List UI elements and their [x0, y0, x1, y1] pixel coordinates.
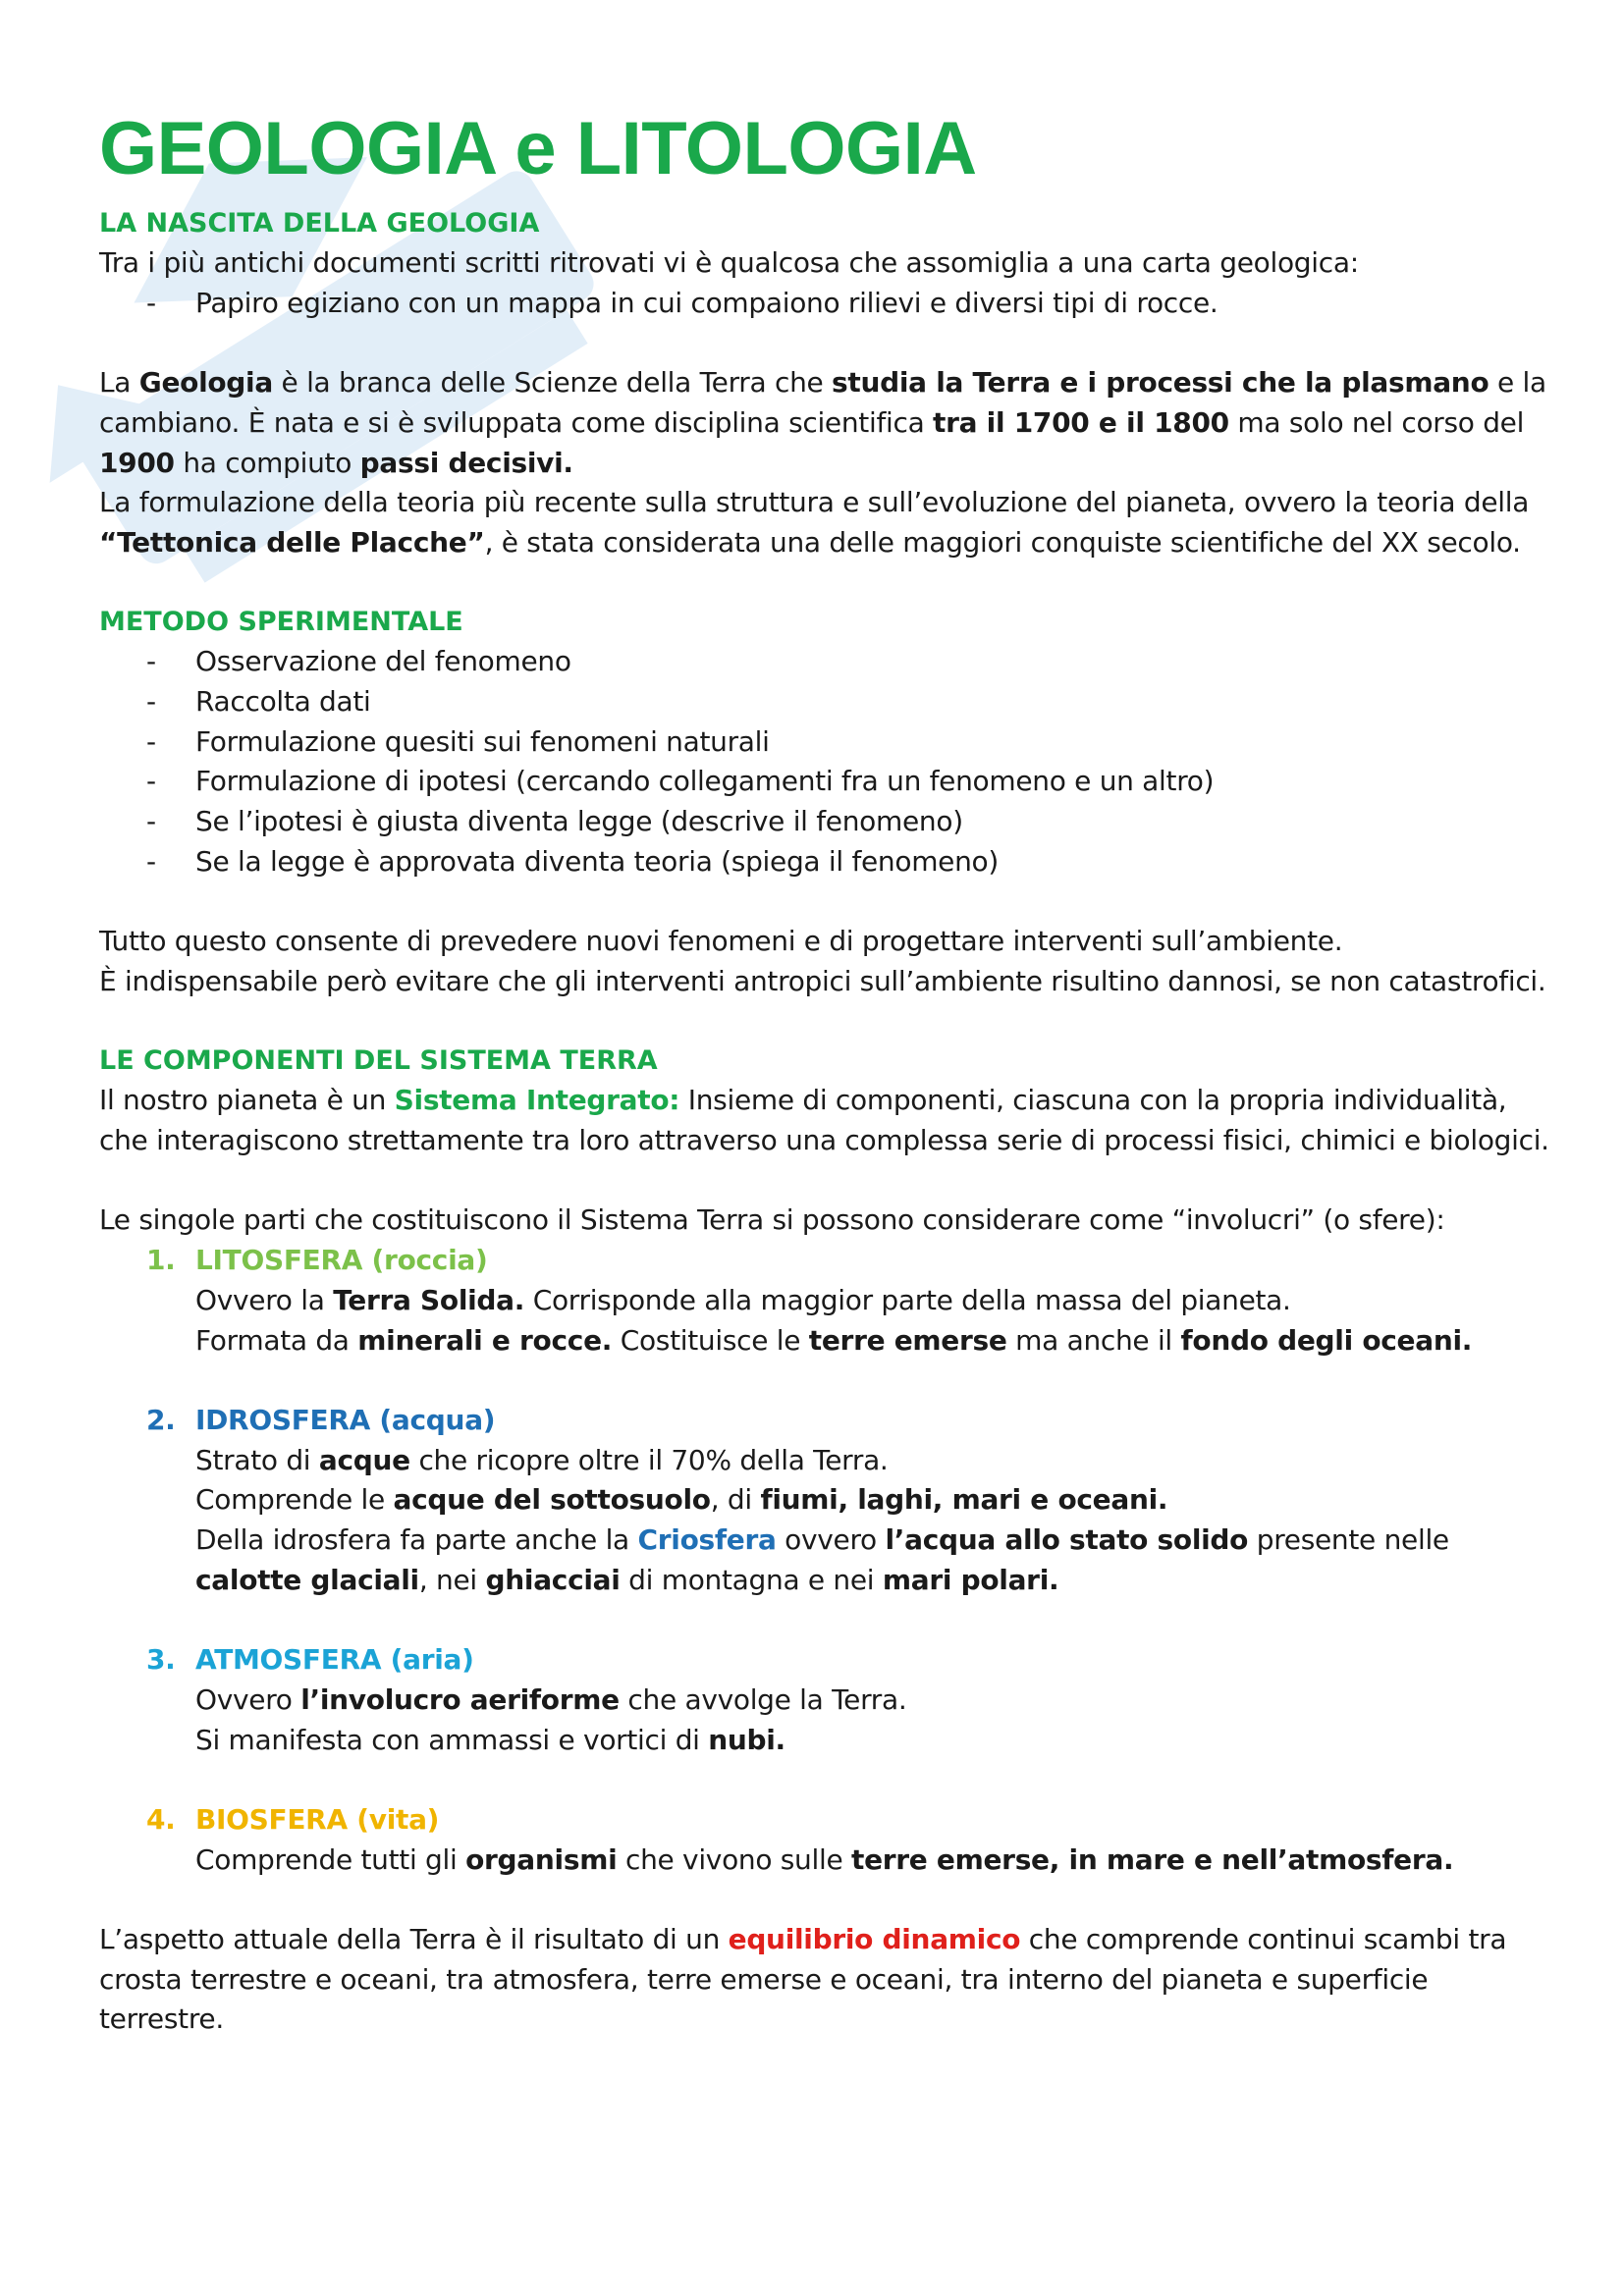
list-item: - Se la legge è approvata diventa teoria (spiega il fenomeno) — [146, 844, 1000, 878]
sphere-line: Strato di acque che ricopre oltre il 70% della Terra. — [195, 1443, 889, 1476]
list-item: - Raccolta dati — [146, 685, 371, 718]
sphere-heading-atmosfera: 3. ATMOSFERA (aria) — [146, 1643, 474, 1677]
list-item-text: Papiro egiziano con un mappa in cui compaiono rilievi e diversi tipi di rocce. — [195, 286, 1218, 319]
geologia-paragraph: La Geologia è la branca delle Scienze della Terra che studia la Terra e i processi che la plasmano e la cambiano. È nata e si è sviluppata come disciplina scientifica tra il 1700 e il 1800 ma solo nel corso del 1900 ha compiuto passi decisivi. — [99, 366, 1546, 479]
heading-metodo-sperimentale: METODO SPERIMENTALE — [99, 607, 463, 638]
sphere-line: Ovvero l’involucro aeriforme che avvolge la Terra. — [195, 1682, 907, 1716]
sphere-line: Della idrosfera fa parte anche la Criosfera ovvero l’acqua allo stato solido presente nelle calotte glaciali, nei ghiacciai di montagna e nei mari polari. — [195, 1523, 1449, 1596]
intro-paragraph: Tra i più antichi documenti scritti ritrovati vi è qualcosa che assomiglia a una carta geologica: — [99, 246, 1359, 279]
sphere-line: Comprende tutti gli organismi che vivono sulle terre emerse, in mare e nell’atmosfera. — [195, 1842, 1454, 1876]
sphere-line: Ovvero la Terra Solida. Corrisponde alla maggior parte della massa del pianeta. — [195, 1283, 1291, 1316]
tettonica-paragraph: La formulazione della teoria più recente sulla struttura e sull’evoluzione del pianeta, ovvero la teoria della “Tettonica delle Placche”, è stata considerata una delle maggiori conquiste scientifiche del XX secolo. — [99, 486, 1530, 559]
list-item: - Formulazione di ipotesi (cercando collegamenti fra un fenomeno e un altro) — [146, 765, 1215, 798]
involucri-paragraph: Le singole parti che costituiscono il Sistema Terra si possono considerare come “involucri” (o sfere): — [99, 1203, 1445, 1237]
list-item: - Se l’ipotesi è giusta diventa legge (descrive il fenomeno) — [146, 805, 963, 838]
dash-marker: - — [146, 286, 156, 319]
page-title: GEOLOGIA e LITOLOGIA — [99, 107, 977, 190]
list-item: - Osservazione del fenomeno — [146, 645, 571, 678]
sphere-line: Comprende le acque del sottosuolo, di fiumi, laghi, mari e oceani. — [195, 1483, 1168, 1517]
document-page — [99, 102, 1552, 2040]
antropici-paragraph: È indispensabile però evitare che gli interventi antropici sull’ambiente risultino dannosi, se non catastrofici. — [99, 964, 1546, 997]
sistema-integrato-paragraph: Il nostro pianeta è un Sistema Integrato: Insieme di componenti, ciascuna con la propria individualità, che interagiscono strettamente tra loro attraverso una complessa serie di processi fisici, chimici e biologici. — [99, 1084, 1549, 1156]
list-item — [99, 284, 1552, 324]
heading-nascita-geologia: LA NASCITA DELLA GEOLOGIA — [99, 208, 540, 239]
sphere-line: Formata da minerali e rocce. Costituisce le terre emerse ma anche il fondo degli oceani. — [195, 1323, 1473, 1357]
sphere-heading-idrosfera: 2. IDROSFERA (acqua) — [146, 1403, 496, 1436]
sphere-heading-litosfera: 1. LITOSFERA (roccia) — [146, 1244, 488, 1277]
prevedere-paragraph: Tutto questo consente di prevedere nuovi fenomeni e di progettare interventi sull’ambiente. — [99, 925, 1343, 958]
equilibrio-paragraph: L’aspetto attuale della Terra è il risultato di un equilibrio dinamico che comprende continui scambi tra crosta terrestre e oceani, tra atmosfera, terre emerse e oceani, tra interno del pianeta e superficie terrestre. — [99, 1922, 1507, 2036]
heading-componenti-sistema-terra: LE COMPONENTI DEL SISTEMA TERRA — [99, 1045, 658, 1077]
sphere-heading-biosfera: 4. BIOSFERA (vita) — [146, 1802, 440, 1836]
sphere-line: Si manifesta con ammassi e vortici di nubi. — [195, 1723, 785, 1756]
list-item: - Formulazione quesiti sui fenomeni naturali — [146, 724, 770, 758]
